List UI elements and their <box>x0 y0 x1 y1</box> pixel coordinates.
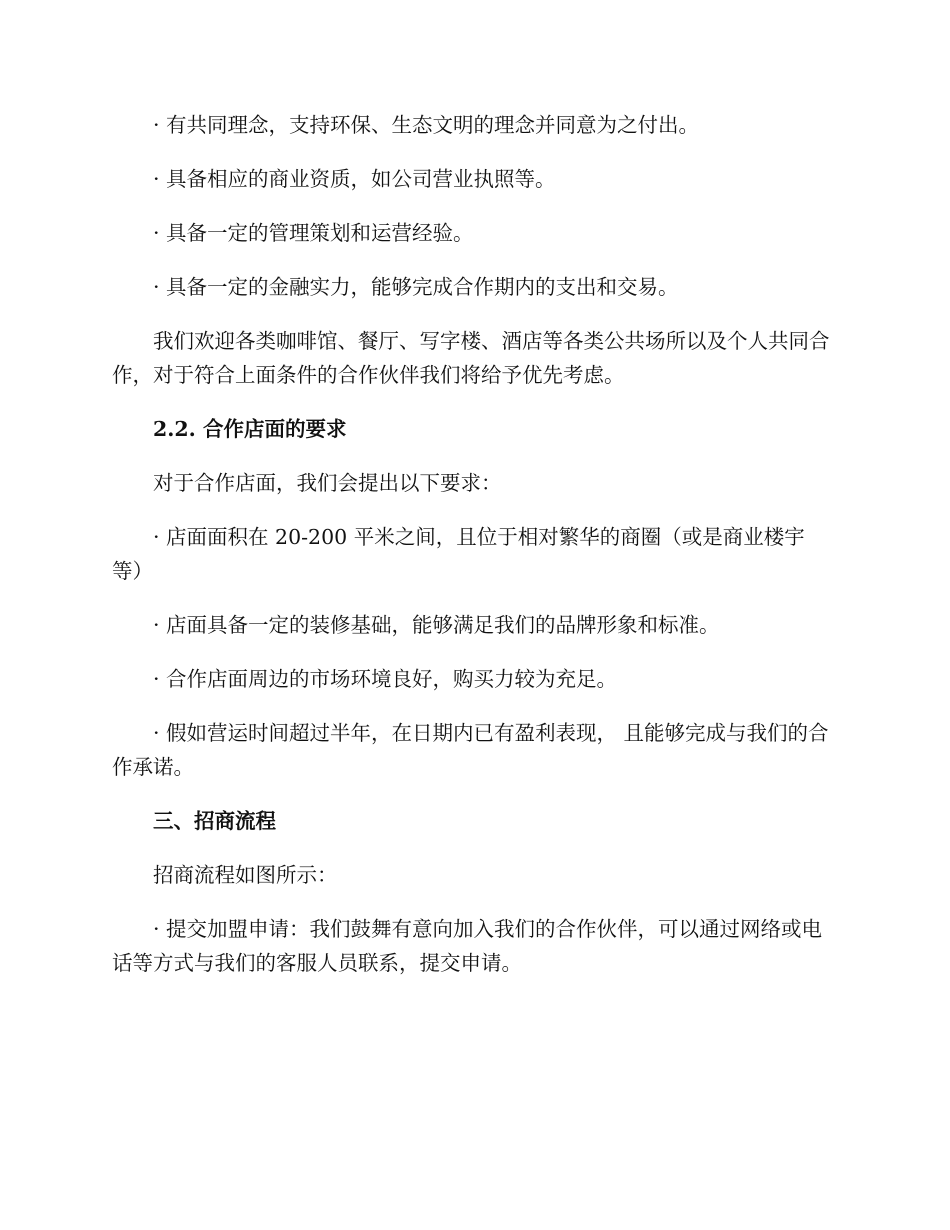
bullet-paragraph: · 假如营运时间超过半年，在日期内已有盈利表现， 且能够完成与我们的合作承诺。 <box>112 721 829 779</box>
section-heading: 三、招商流程 <box>153 809 276 833</box>
document-page <box>112 108 832 1000</box>
bullet-paragraph: · 店面面积在 20-200 平米之间，且位于相对繁华的商圈（或是商业楼宇等） <box>112 525 805 583</box>
bullet-paragraph: · 有共同理念，支持环保、生态文明的理念并同意为之付出。 <box>153 113 700 137</box>
bullet-paragraph: · 具备一定的金融实力，能够完成合作期内的支出和交易。 <box>153 275 679 299</box>
bullet-paragraph: · 具备一定的管理策划和运营经验。 <box>153 221 474 245</box>
section-heading: 2.2. 合作店面的要求 <box>153 417 347 441</box>
bullet-paragraph: · 合作店面周边的市场环境良好，购买力较为充足。 <box>153 667 618 691</box>
body-paragraph: 招商流程如图所示： <box>153 863 338 887</box>
body-paragraph: 我们欢迎各类咖啡馆、餐厅、写字楼、酒店等各类公共场所以及个人共同合作，对于符合上面条件的合作伙伴我们将给予优先考虑。 <box>112 329 830 387</box>
bullet-paragraph: · 店面具备一定的装修基础，能够满足我们的品牌形象和标准。 <box>153 613 720 637</box>
body-paragraph: 对于合作店面，我们会提出以下要求： <box>153 471 502 495</box>
bullet-paragraph: · 提交加盟申请：我们鼓舞有意向加入我们的合作伙伴，可以通过网络或电话等方式与我们的客服人员联系，提交申请。 <box>112 917 823 975</box>
bullet-paragraph: · 具备相应的商业资质，如公司营业执照等。 <box>153 167 556 191</box>
